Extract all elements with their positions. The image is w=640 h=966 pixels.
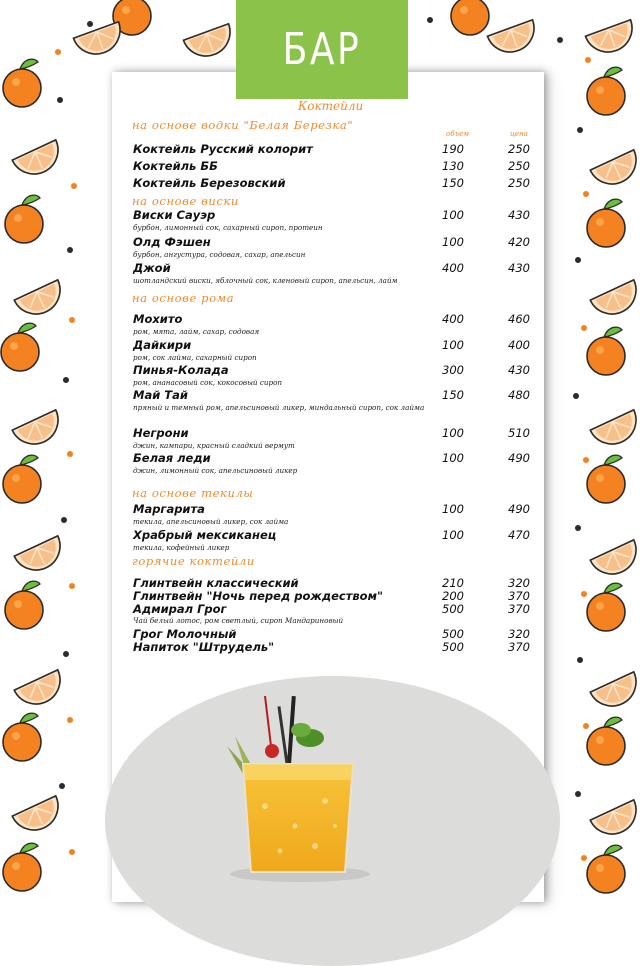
menu-item-price: 490 bbox=[508, 451, 530, 465]
menu-item-description: ром, мята, лайм, сахар, содовая bbox=[133, 327, 260, 336]
column-header-volume: объем bbox=[446, 130, 470, 138]
menu-item-name: Негрони bbox=[133, 426, 189, 440]
menu-item-price: 430 bbox=[508, 363, 530, 377]
menu-item-description: бурбон, ангустура, содовая, сахар, апельсин bbox=[133, 250, 306, 259]
menu-item-description: пряный и темный ром, апельсиновый ликер, миндальный сироп, сок лайма bbox=[133, 403, 425, 412]
menu-item-volume: 100 bbox=[442, 528, 464, 542]
menu-item-volume: 100 bbox=[442, 338, 464, 352]
menu-item-description: бурбон, лимонный сок, сахарный сироп, протеин bbox=[133, 223, 323, 232]
menu-item-volume: 500 bbox=[442, 627, 464, 641]
menu-item-volume: 400 bbox=[442, 312, 464, 326]
menu-item-name: Виски Сауэр bbox=[133, 208, 216, 222]
menu-item-name: Глинтвейн классический bbox=[133, 576, 299, 590]
menu-item-volume: 130 bbox=[442, 159, 464, 173]
menu-item-description: ром, ананасовый сок, кокосовый сироп bbox=[133, 378, 283, 387]
menu-item-volume: 100 bbox=[442, 208, 464, 222]
section-title-hot: горячие коктейли bbox=[132, 554, 255, 568]
section-title-rum: на основе рома bbox=[132, 291, 235, 305]
menu-item-name: Храбрый мексиканец bbox=[133, 528, 277, 542]
menu-item-price: 400 bbox=[508, 338, 530, 352]
menu-item-price: 430 bbox=[508, 208, 530, 222]
menu-item-name: Напиток "Штрудель" bbox=[133, 640, 275, 654]
menu-item-price: 430 bbox=[508, 261, 530, 275]
menu-item-volume: 100 bbox=[442, 426, 464, 440]
menu-item-price: 250 bbox=[508, 142, 530, 156]
menu-item-price: 250 bbox=[508, 176, 530, 190]
menu-item-name: Белая леди bbox=[133, 451, 211, 465]
menu-item-volume: 150 bbox=[442, 176, 464, 190]
section-title-tequila: на основе текилы bbox=[132, 486, 254, 500]
menu-item-volume: 210 bbox=[442, 576, 464, 590]
menu-item-volume: 100 bbox=[442, 502, 464, 516]
menu-item-description: ром, сок лайма, сахарный сироп bbox=[133, 353, 257, 362]
menu-item-price: 320 bbox=[508, 627, 530, 641]
menu-item-name: Коктейль ББ bbox=[133, 159, 218, 173]
section-title-whisky: на основе виски bbox=[132, 194, 239, 208]
menu-item-volume: 500 bbox=[442, 640, 464, 654]
menu-item-price: 370 bbox=[508, 602, 530, 616]
menu-item-name: Мохито bbox=[133, 312, 183, 326]
column-header-price: цена bbox=[510, 130, 528, 138]
menu-item-description: текила, кофейный ликер bbox=[133, 543, 230, 552]
menu-item-description: джин, лимонный сок, апельсиновый ликер bbox=[133, 466, 298, 475]
menu-item-price: 370 bbox=[508, 589, 530, 603]
cocktail-glass-illustration bbox=[105, 676, 560, 966]
menu-item-volume: 100 bbox=[442, 235, 464, 249]
menu-item-description: текила, апельсиновый ликер, сок лайма bbox=[133, 517, 289, 526]
menu-item-name: Коктейль Березовский bbox=[133, 176, 286, 190]
cocktail-photo bbox=[105, 676, 560, 966]
menu-item-volume: 400 bbox=[442, 261, 464, 275]
menu-item-name: Джой bbox=[133, 261, 171, 275]
menu-item-name: Коктейль Русский колорит bbox=[133, 142, 313, 156]
page-title: БАР bbox=[282, 24, 362, 75]
menu-item-description: шотландский виски, яблочный сок, кленовый сироп, апельсин, лайм bbox=[133, 276, 398, 285]
menu-item-name: Адмирал Грог bbox=[133, 602, 227, 616]
menu-item-volume: 200 bbox=[442, 589, 464, 603]
menu-item-description: джин, кампари, красный сладкий вермут bbox=[133, 441, 295, 450]
menu-item-name: Дайкири bbox=[133, 338, 192, 352]
menu-item-price: 490 bbox=[508, 502, 530, 516]
menu-item-price: 250 bbox=[508, 159, 530, 173]
menu-item-price: 470 bbox=[508, 528, 530, 542]
menu-item-price: 510 bbox=[508, 426, 530, 440]
menu-item-volume: 500 bbox=[442, 602, 464, 616]
menu-item-price: 480 bbox=[508, 388, 530, 402]
menu-item-name: Глинтвейн "Ночь перед рождеством" bbox=[133, 589, 383, 603]
menu-item-volume: 300 bbox=[442, 363, 464, 377]
menu-item-description: Чай белый лотос, ром светлый, сироп Мандариновый bbox=[133, 616, 344, 625]
menu-item-price: 460 bbox=[508, 312, 530, 326]
menu-item-name: Грог Молочный bbox=[133, 627, 237, 641]
menu-item-volume: 150 bbox=[442, 388, 464, 402]
subtitle-cocktails: Коктейли bbox=[298, 99, 364, 113]
menu-item-name: Май Тай bbox=[133, 388, 188, 402]
section-title-vodka: на основе водки "Белая Березка" bbox=[132, 118, 354, 132]
bar-header-banner bbox=[236, 0, 408, 99]
menu-item-price: 370 bbox=[508, 640, 530, 654]
menu-item-name: Пинья-Колада bbox=[133, 363, 229, 377]
menu-item-name: Олд Фэшен bbox=[133, 235, 211, 249]
menu-item-volume: 190 bbox=[442, 142, 464, 156]
menu-item-name: Маргарита bbox=[133, 502, 205, 516]
menu-item-volume: 100 bbox=[442, 451, 464, 465]
menu-item-price: 320 bbox=[508, 576, 530, 590]
menu-item-price: 420 bbox=[508, 235, 530, 249]
